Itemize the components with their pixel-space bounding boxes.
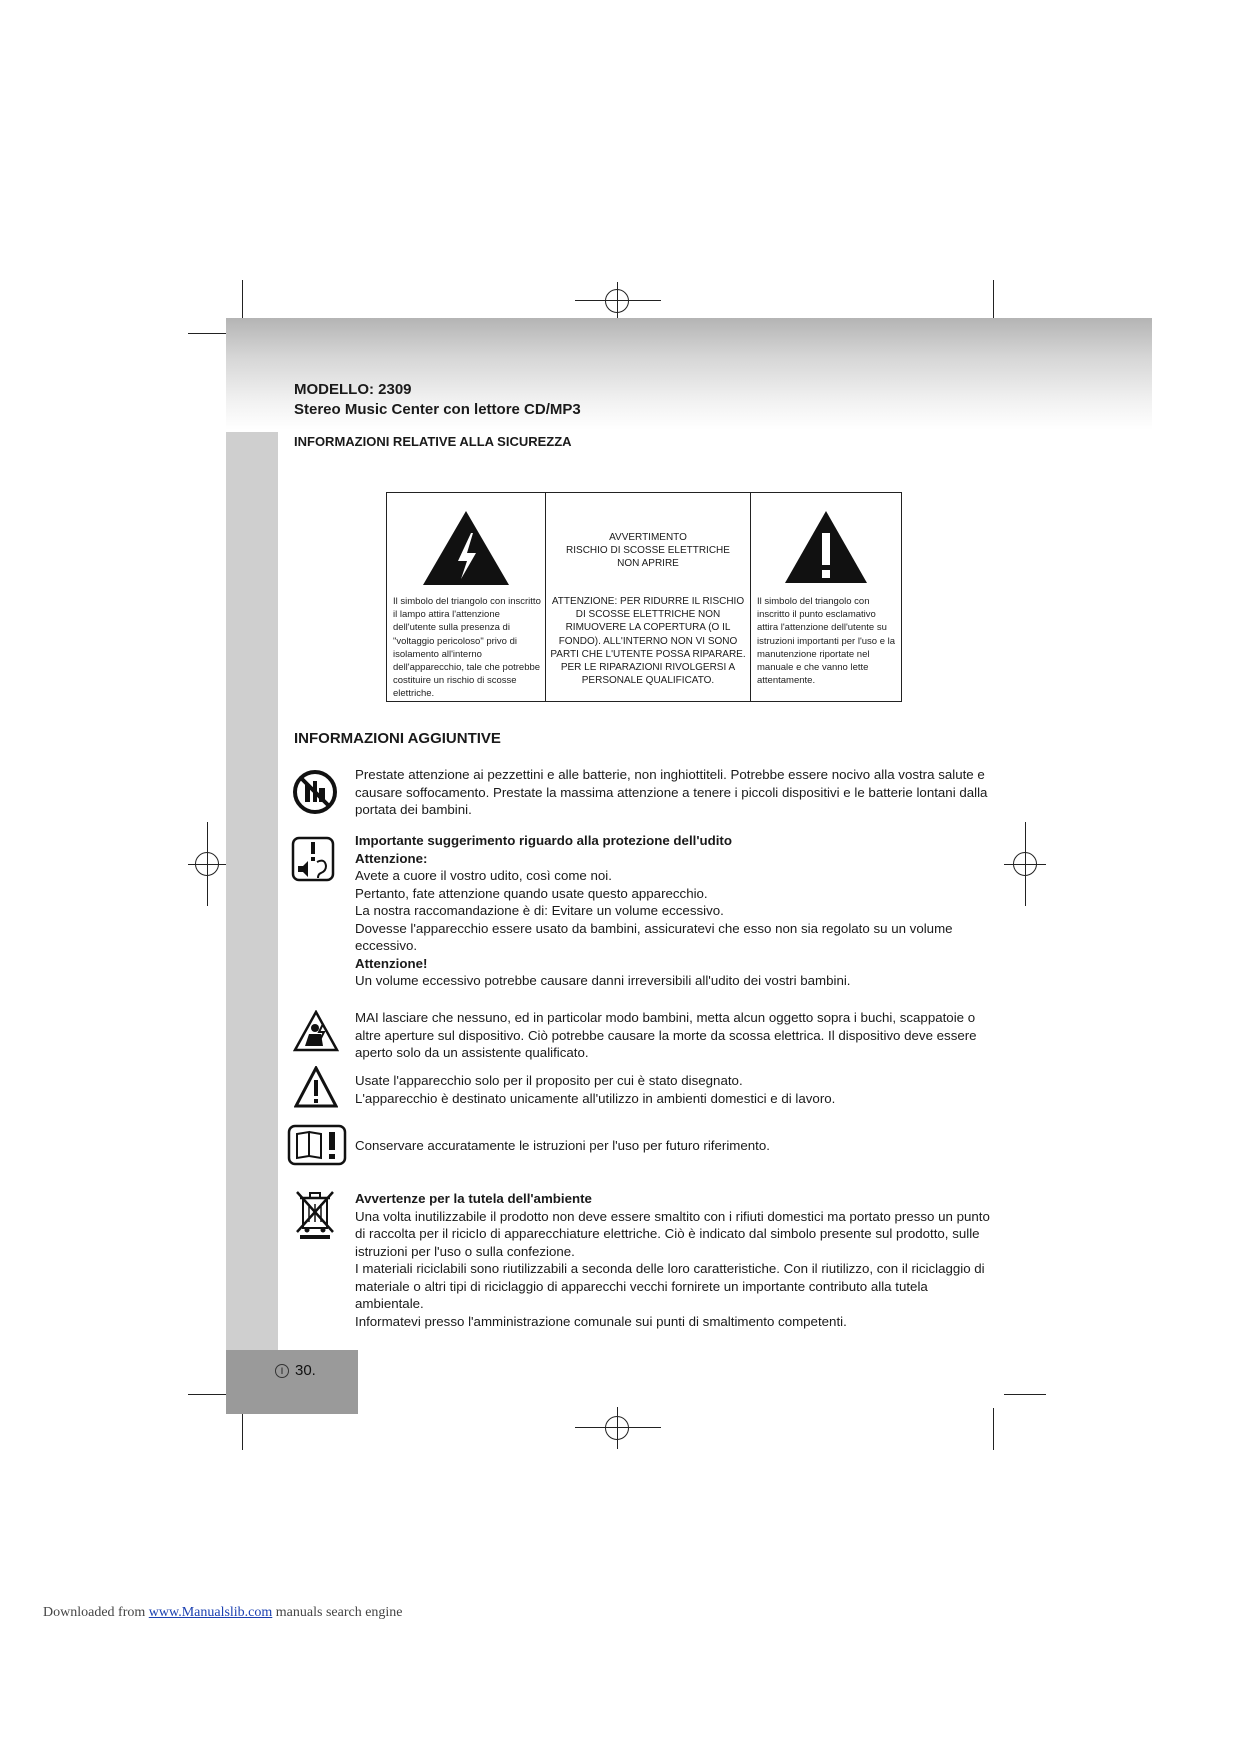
download-prefix: Downloaded from <box>43 1605 146 1620</box>
product-line: Stereo Music Center con lettore CD/MP3 <box>294 401 581 418</box>
exclamation-description: Il simbolo del triangolo con inscritto il punto esclamativo attira l'attenzione dell'utente su istruzioni importanti per l'uso e la manutenzione riportate nel manuale e che vanno lette attentamente. <box>757 596 896 687</box>
environment-text-2: I materiali riciclabili sono riutilizzabili a seconda delle loro caratteristiche. Con il riutilizzo, con il riciclaggio di materiale o altri tipi di riciclaggio di apparecchi vecchi fornirete un importante contributo alla tutela ambientale. <box>355 1261 985 1311</box>
environment-text-1: Una volta inutilizzabile il prodotto non deve essere smaltito con i rifiuti domestici ma portato presso un punto di raccolta per il ricicIo di apparecchiature elettriche. Ciò è indicato dal simbolo presente sul prodotto, sulle istruzioni per l'uso o sulla confezione. <box>355 1208 990 1259</box>
hearing-attention-2: Attenzione! <box>355 955 428 971</box>
electric-shock-icon <box>293 1010 339 1052</box>
crop-mark <box>242 1408 243 1450</box>
download-source <box>43 1605 403 1621</box>
hearing-line-3: La nostra raccomandazione è di: Evitare un volume eccessivo. <box>355 903 724 918</box>
warning-triangle-icon <box>294 1066 338 1108</box>
exclamation-triangle-icon <box>783 509 869 585</box>
crop-mark <box>993 280 994 322</box>
hearing-attention-1: Attenzione: <box>355 850 428 866</box>
instructions-text: Conservare accuratamente le istruzioni per l'uso per futuro riferimento. <box>355 1138 770 1153</box>
registration-circle <box>605 1416 629 1440</box>
crop-mark <box>242 280 243 322</box>
footer-box <box>226 1350 358 1414</box>
warning-heading-line-2: RISCHIO DI SCOSSE ELETTRICHE <box>566 545 730 556</box>
usage-line-2: L'apparecchio è destinato unicamente all'utilizzo in ambienti domestici e di lavoro. <box>355 1090 836 1106</box>
registration-circle <box>605 289 629 313</box>
environment-text-3: Informatevi presso l'amministrazione comunale sui punti di smaltimento competenti. <box>355 1313 847 1329</box>
warning-heading <box>546 531 750 570</box>
warning-col-center <box>545 493 750 701</box>
shock-text: MAI lasciare che nessuno, ed in particolar modo bambini, metta alcun oggetto sopra i buchi, scappatoie o altre aperture sul dispositivo. Ciò potrebbe causare la morte da scossa elettrica. Il dispositivo deve essere aperto solo da un assistente qualificato. <box>355 1010 977 1060</box>
environment-title: Avvertenze per la tutela dell'ambiente <box>355 1191 592 1206</box>
page-number-text: 30. <box>295 1362 316 1379</box>
language-mark: I <box>275 1364 289 1378</box>
download-suffix: manuals search engine <box>275 1605 403 1620</box>
choking-warning <box>355 766 995 819</box>
crop-mark <box>188 1394 230 1395</box>
read-manual-icon <box>287 1124 347 1166</box>
hearing-line-1: Avete a cuore il vostro udito, così come noi. <box>355 868 612 883</box>
environment-section <box>355 1190 995 1330</box>
instructions-note <box>355 1137 995 1155</box>
shock-warning <box>355 1009 995 1062</box>
crop-mark <box>1004 1394 1046 1395</box>
usage-line-1: Usate l'apparecchio solo per il proposito per cui è stato disegnato. <box>355 1073 743 1088</box>
warning-heading-line-3: NON APRIRE <box>617 558 679 569</box>
hearing-line-2: Pertanto, fate attenzione quando usate questo apparecchio. <box>355 885 708 901</box>
side-bar <box>226 432 278 1350</box>
warning-caution-text: ATTENZIONE: PER RIDURRE IL RISCHIO DI SCOSSE ELETTRICHE NON RIMUOVERE LA COPERTURA (O IL FONDO). ALL'INTERNO NON VI SONO PARTI CHE L'UTENTE POSSA RIPARARE. PER LE RIPARAZIONI RIVOLGERSI A PERSONALE QUALIFICATO. <box>550 596 746 687</box>
choking-text: Prestate attenzione ai pezzettini e alle batterie, non inghiottiteli. Potrebbe essere nocivo alla vostra salute e causare soffocamento. Prestate la massima attenzione a tenere i piccoli dispositivi e le batterie lontani dalla portata dei bambini. <box>355 767 988 817</box>
warning-col-lightning <box>387 493 545 701</box>
crop-mark <box>993 1408 994 1450</box>
hearing-line-5: Un volume eccessivo potrebbe causare danni irreversibili all'udito dei vostri bambini. <box>355 973 851 988</box>
manualslib-link[interactable]: www.Manualslib.com <box>148 1605 273 1620</box>
lightning-description: Il simbolo del triangolo con inscritto il lampo attira l'attenzione dell'utente sulla presenza di "voltaggio pericoloso" privo di isolamento all'interno dell'apparecchio, tale che potrebbe costituire un rischio di scosse elettriche. <box>393 596 541 700</box>
model-line: MODELLO: 2309 <box>294 381 412 398</box>
warning-table <box>386 492 902 702</box>
crossed-bin-icon <box>294 1188 336 1240</box>
no-swallow-icon <box>292 768 338 816</box>
registration-circle <box>195 852 219 876</box>
safety-title: INFORMAZIONI RELATIVE ALLA SICUREZZA <box>294 434 572 449</box>
usage-section <box>355 1072 995 1107</box>
model-heading <box>294 380 581 420</box>
crop-mark <box>188 333 230 334</box>
additional-info-title: INFORMAZIONI AGGIUNTIVE <box>294 730 501 747</box>
hearing-section <box>355 832 995 990</box>
warning-heading-line-1: AVVERTIMENTO <box>609 532 687 543</box>
hearing-protection-icon <box>291 836 335 882</box>
hearing-line-4: Dovesse l'apparecchio essere usato da bambini, assicuratevi che esso non sia regolato su un volume eccessivo. <box>355 920 953 953</box>
page-number <box>275 1362 316 1379</box>
registration-circle <box>1013 852 1037 876</box>
lightning-triangle-icon <box>421 509 511 587</box>
hearing-title: Importante suggerimento riguardo alla protezione dell'udito <box>355 833 732 848</box>
warning-col-exclamation <box>750 493 901 701</box>
